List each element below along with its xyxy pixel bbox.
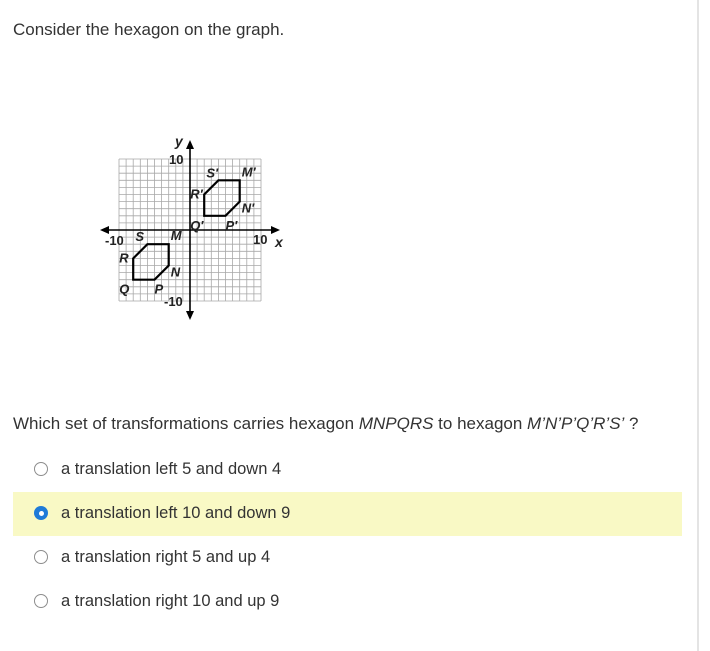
radio-button[interactable] bbox=[34, 462, 48, 476]
y-axis-label: y bbox=[175, 133, 183, 149]
hexagon-original bbox=[133, 244, 169, 280]
vertex-label: Q bbox=[119, 281, 130, 297]
answer-choice-3[interactable] bbox=[13, 536, 682, 580]
vertex-label: Q′ bbox=[190, 217, 204, 233]
y-tick-label-max: 10 bbox=[169, 152, 184, 167]
x-axis-label: x bbox=[275, 234, 283, 250]
source-hexagon-name: MNPQRS bbox=[358, 414, 434, 433]
answer-choice-label: a translation left 10 and down 9 bbox=[61, 504, 291, 522]
x-tick-label-max: 10 bbox=[253, 232, 268, 247]
y-axis-down-arrow bbox=[186, 311, 194, 320]
answer-choice-4[interactable] bbox=[13, 580, 682, 624]
radio-button[interactable] bbox=[34, 594, 48, 608]
vertex-label: P bbox=[154, 281, 164, 297]
vertex-label: S′ bbox=[206, 165, 219, 181]
hexagon-image bbox=[204, 180, 240, 216]
x-tick-label-min: -10 bbox=[105, 233, 124, 248]
vertex-label: M′ bbox=[241, 164, 256, 180]
question-middle: to hexagon bbox=[433, 414, 528, 433]
answer-choice-label: a translation right 10 and up 9 bbox=[61, 592, 280, 610]
radio-button[interactable] bbox=[34, 550, 48, 564]
x-axis-right-arrow bbox=[271, 226, 280, 234]
question-after: ? bbox=[624, 414, 639, 433]
answer-choice-label: a translation left 5 and down 4 bbox=[61, 460, 282, 478]
answer-choice-1[interactable] bbox=[13, 448, 682, 492]
answer-choices bbox=[13, 448, 682, 624]
vertex-label: P′ bbox=[225, 217, 238, 233]
radio-button[interactable] bbox=[34, 506, 48, 520]
answer-choice-2[interactable] bbox=[13, 492, 682, 536]
vertex-label: S bbox=[135, 229, 145, 245]
vertex-label: R′ bbox=[190, 186, 203, 202]
y-tick-label-min: -10 bbox=[164, 294, 183, 309]
question-before: Which set of transformations carries hexagon bbox=[13, 414, 359, 433]
vertex-label: R bbox=[119, 250, 129, 266]
y-axis-up-arrow bbox=[186, 140, 194, 149]
vertex-label: N′ bbox=[241, 200, 255, 216]
vertex-label: N bbox=[170, 264, 181, 280]
target-hexagon-name: M’N’P’Q’R’S’ bbox=[527, 414, 625, 433]
question-text bbox=[13, 414, 639, 434]
panel-edge bbox=[697, 0, 699, 651]
prompt-text: Consider the hexagon on the graph. bbox=[13, 20, 285, 39]
answer-choice-label: a translation right 5 and up 4 bbox=[61, 548, 271, 566]
vertex-label: M bbox=[170, 228, 182, 244]
coordinate-graph bbox=[25, 55, 365, 395]
